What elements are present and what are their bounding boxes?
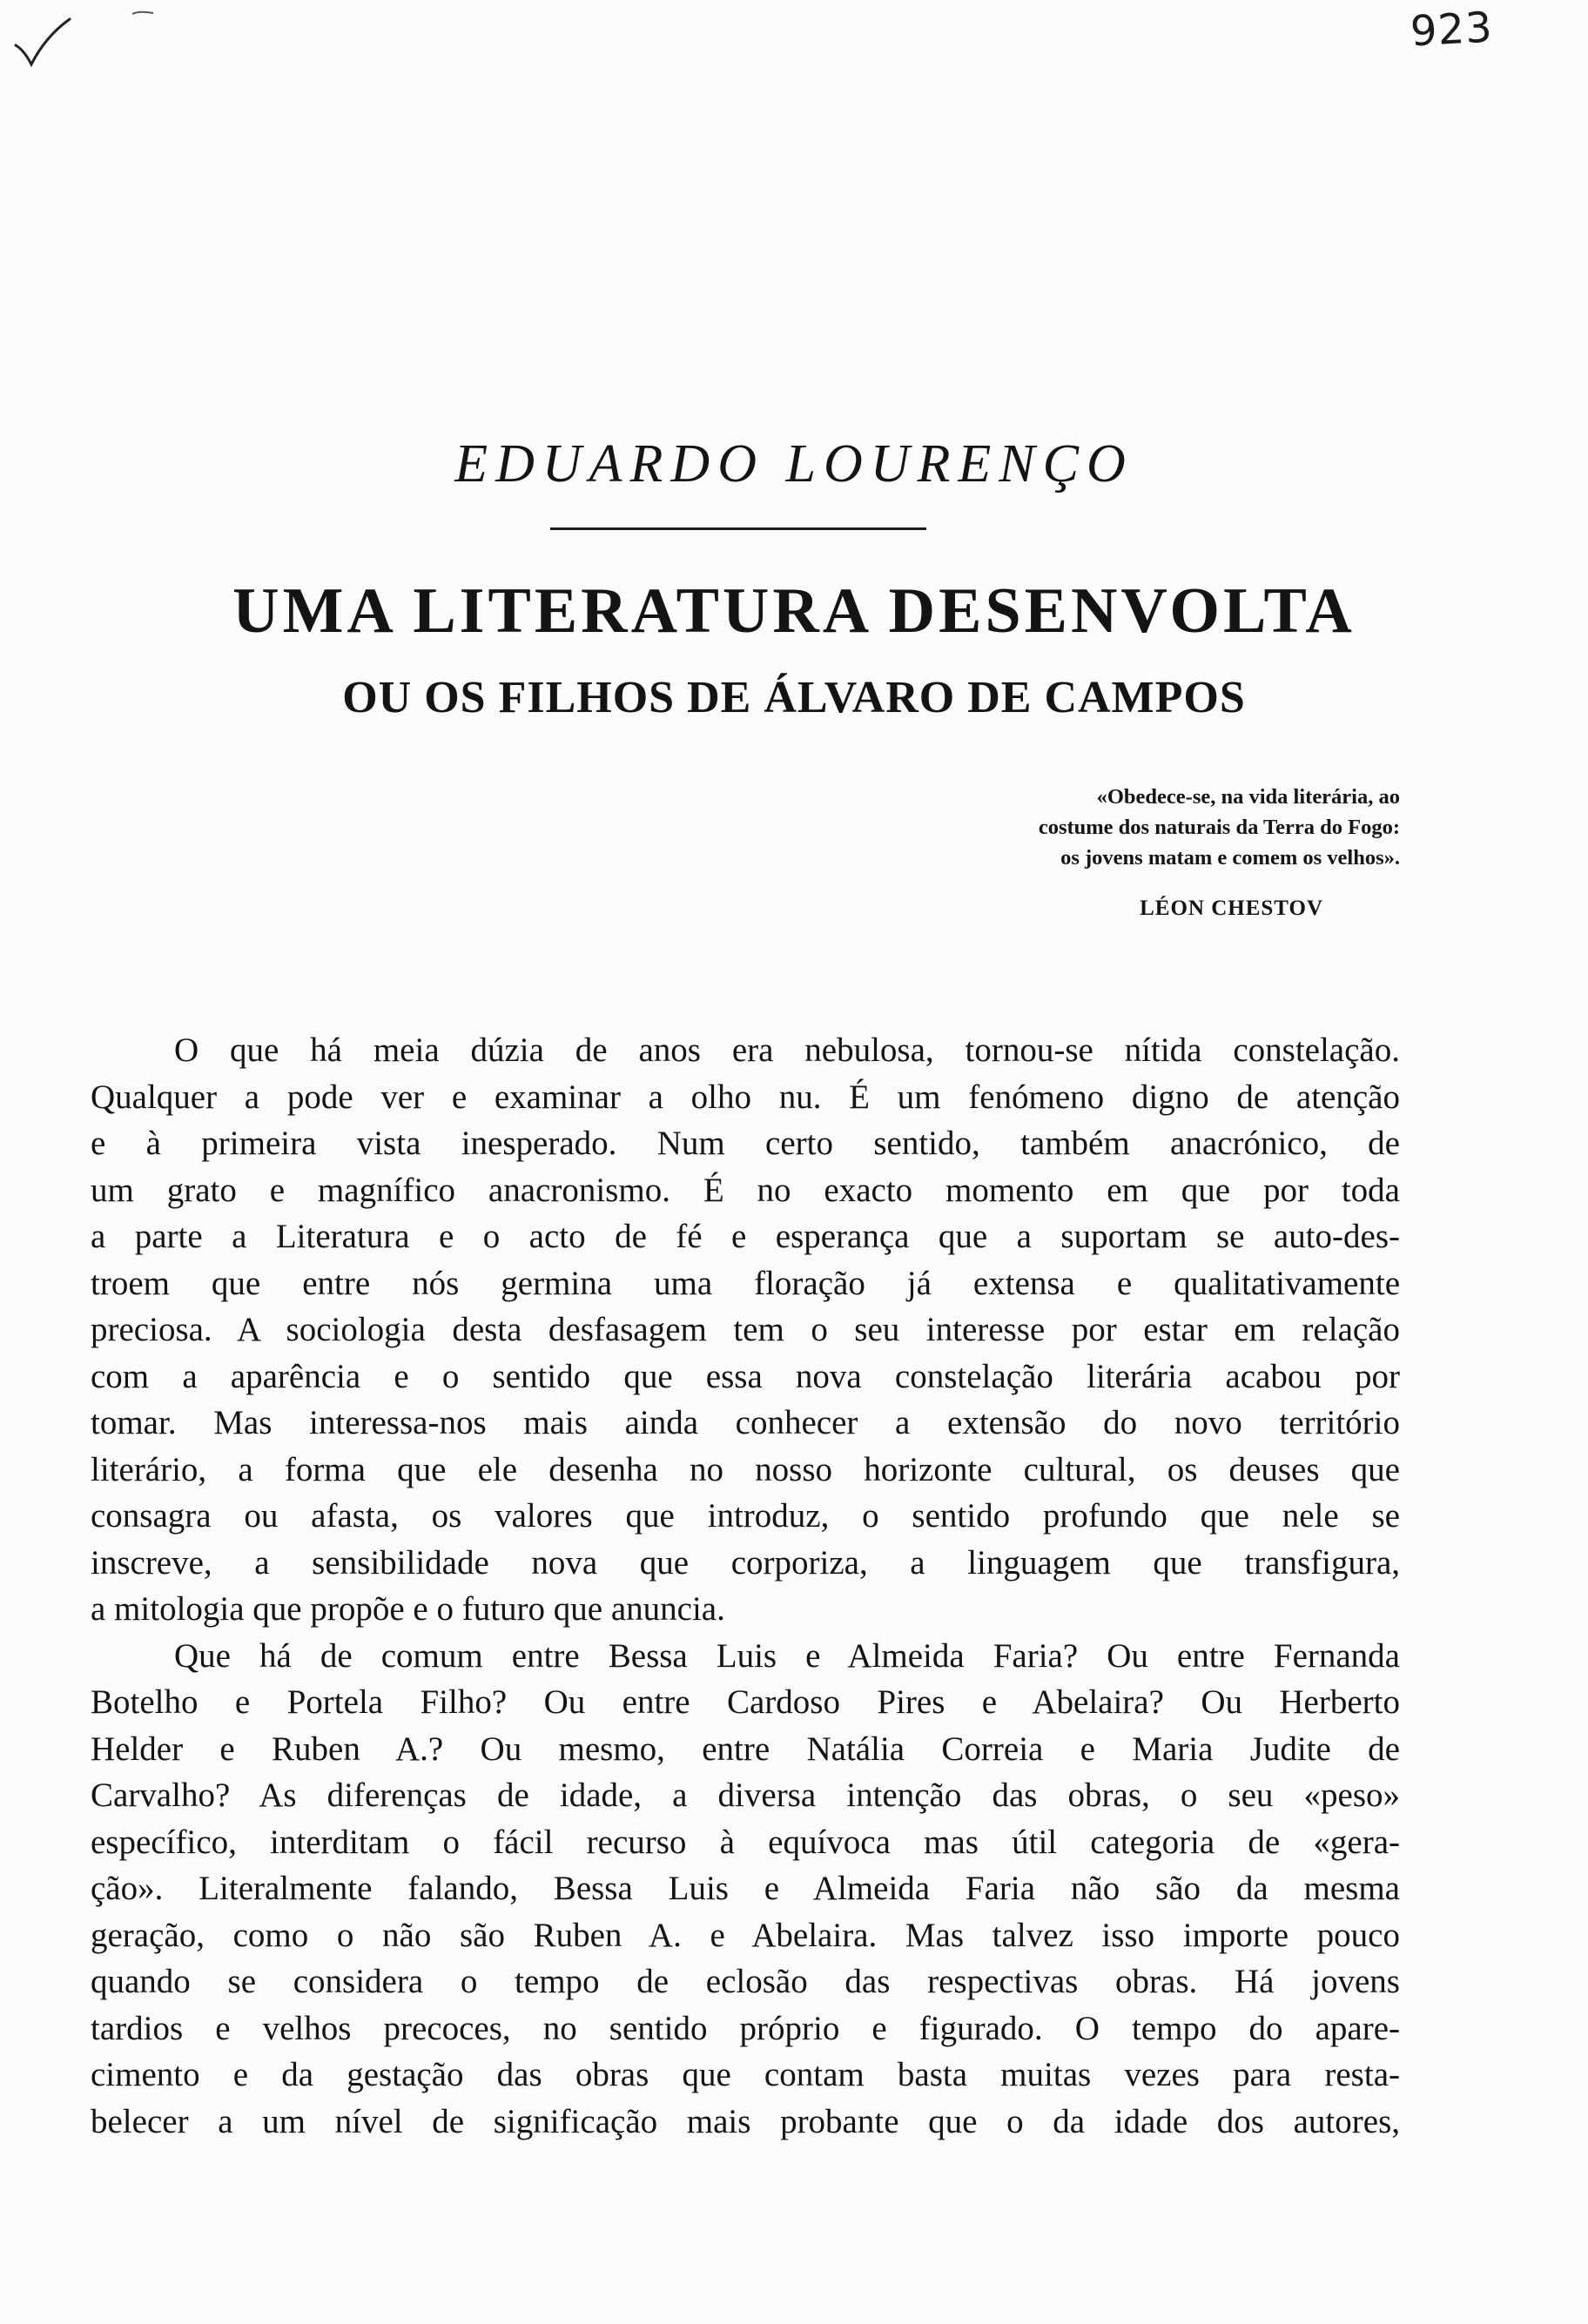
author-name: EDUARDO LOURENÇO [454, 434, 1134, 494]
epigraph-line: costume dos naturais da Terra do Fogo: [1038, 816, 1400, 839]
epigraph-line: «Obedece-se, na vida literária, ao [1096, 785, 1400, 809]
text-line: Carvalho? As diferenças de idade, a diversa intenção das obras, o seu «peso» [91, 1777, 1400, 1814]
text-line: um grato e magnífico anacronismo. É no exacto momento em que por toda [91, 1171, 1400, 1209]
text-line: tardios e velhos precoces, no sentido próprio e figurado. O tempo do apare- [91, 2009, 1400, 2047]
text-line: Qualquer a pode ver e examinar a olho nu. É um fenómeno digno de atenção [91, 1078, 1400, 1116]
text-line: preciosa. A sociologia desta desfasagem tem o seu interesse por estar em relação [91, 1311, 1400, 1348]
text-line: a parte a Literatura e o acto de fé e esperança que a suportam se auto-des- [91, 1218, 1400, 1255]
text-line: tomar. Mas interessa-nos mais ainda conhecer a extensão do novo território [91, 1404, 1400, 1441]
text-line: Que há de comum entre Bessa Luis e Almeida Faria? Ou entre Fernanda [174, 1636, 1400, 1675]
text-line: Botelho e Portela Filho? Ou entre Cardoso Pires e Abelaira? Ou Herberto [91, 1683, 1400, 1721]
text-line: e à primeira vista inesperado. Num certo sentido, também anacrónico, de [91, 1125, 1400, 1162]
article-title: UMA LITERATURA DESENVOLTA [232, 575, 1356, 647]
text-line: consagra ou afasta, os valores que introduz, o sentido profundo que nele se [91, 1497, 1400, 1535]
text-line: O que há meia dúzia de anos era nebulosa, tornou-se nítida constelação. [174, 1031, 1400, 1069]
text-line: geração, como o não são Ruben A. e Abelaira. Mas talvez isso importe pouco [91, 1916, 1400, 1954]
epigraph-attribution: LÉON CHESTOV [1140, 897, 1323, 920]
text-line: ção». Literalmente falando, Bessa Luis e Almeida Faria não são da mesma [91, 1870, 1400, 1907]
article-subtitle: OU OS FILHOS DE ÁLVARO DE CAMPOS [342, 673, 1246, 722]
handwritten-page-number: 923 [1409, 3, 1495, 57]
text-line: troem que entre nós germina uma floração já extensa e qualitativamente [91, 1264, 1400, 1302]
text-line: a mitologia que propõe e o futuro que anuncia. [91, 1590, 725, 1628]
epigraph-quote [871, 782, 1400, 873]
text-line: literário, a forma que ele desenha no nosso horizonte cultural, os deuses que [91, 1450, 1400, 1488]
body-paragraph [91, 1027, 1400, 1633]
text-line: belecer a um nível de significação mais probante que o da idade dos autores, [91, 2102, 1400, 2140]
text-line: Helder e Ruben A.? Ou mesmo, entre Natália Correia e Maria Judite de [91, 1730, 1400, 1768]
handwritten-check-mark [12, 16, 73, 68]
title-divider [550, 527, 926, 530]
epigraph-line: os jovens matam e comem os velhos». [1060, 846, 1400, 870]
text-line: com a aparência e o sentido que essa nova constelação literária acabou por [91, 1357, 1400, 1395]
text-line: cimento e da gestação das obras que contam basta muitas vezes para resta- [91, 2056, 1400, 2093]
text-line: quando se considera o tempo de eclosão das respectivas obras. Há jovens [91, 1963, 1400, 2000]
text-line: inscreve, a sensibilidade nova que corporiza, a linguagem que transfigura, [91, 1543, 1400, 1582]
article-body [91, 1027, 1400, 2145]
text-line: específico, interditam o fácil recurso à equívoca mas útil categoria de «gera- [91, 1823, 1400, 1861]
body-paragraph [91, 1633, 1400, 2146]
pencil-dash-mark [131, 9, 155, 17]
